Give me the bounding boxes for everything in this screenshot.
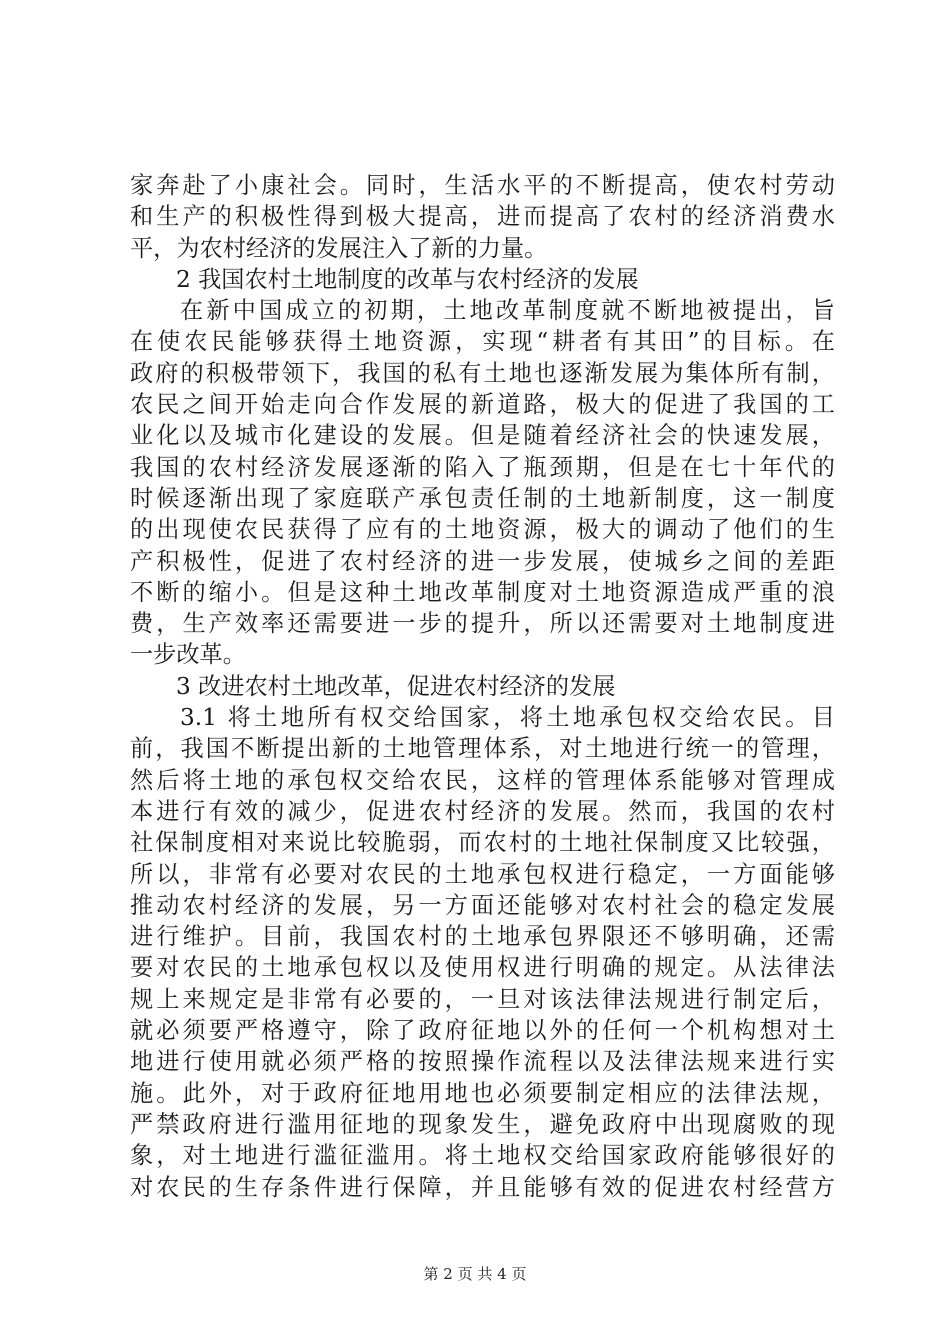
paragraph-line: 平，为农村经济的发展注入了新的力量。: [130, 234, 548, 262]
paragraph-line: 前，我国不断提出新的土地管理体系，对土地进行统一的管理，: [130, 735, 835, 763]
paragraph-line: 产积极性，促进了农村经济的进一步发展，使城乡之间的差距: [130, 547, 835, 575]
paragraph-line: 就必须要严格遵守，除了政府征地以外的任何一个机构想对土: [130, 1017, 835, 1045]
paragraph-line: 3.1 将土地所有权交给国家，将土地承包权交给农民。目: [180, 704, 835, 732]
paragraph-line: 施。此外，对于政府征地用地也必须要制定相应的法律法规，: [130, 1079, 835, 1107]
paragraph-line: 严禁政府进行滥用征地的现象发生，避免政府中出现腐败的现: [130, 1110, 835, 1138]
paragraph-line: 的出现使农民获得了应有的土地资源，极大的调动了他们的生: [130, 516, 835, 544]
paragraph-line: 进行维护。目前，我国农村的土地承包界限还不够明确，还需: [130, 923, 835, 951]
paragraph-line: 费，生产效率还需要进一步的提升，所以还需要对土地制度进: [130, 610, 835, 638]
paragraph-line: 规上来规定是非常有必要的，一旦对该法律法规进行制定后，: [130, 985, 835, 1013]
paragraph-line: 一步改革。: [130, 641, 246, 669]
page-footer: 第 2 页 共 4 页: [423, 1265, 527, 1283]
paragraph-line: 业化以及城市化建设的发展。但是随着经济社会的快速发展，: [130, 422, 835, 450]
section-heading: 3 改进农村土地改革，促进农村经济的发展: [176, 672, 616, 700]
paragraph-line: 在新中国成立的初期，土地改革制度就不断地被提出，旨: [180, 297, 835, 325]
paragraph-line: 政府的积极带领下，我国的私有土地也逐渐发展为集体所有制，: [130, 359, 835, 387]
paragraph-line: 要对农民的土地承包权以及使用权进行明确的规定。从法律法: [130, 954, 835, 982]
paragraph-line: 所以，非常有必要对农民的土地承包权进行稳定，一方面能够: [130, 860, 835, 888]
paragraph-line: 推动农村经济的发展，另一方面还能够对农村社会的稳定发展: [130, 891, 835, 919]
paragraph-line: 和生产的积极性得到极大提高，进而提高了农村的经济消费水: [130, 203, 835, 231]
paragraph-line: 不断的缩小。但是这种土地改革制度对土地资源造成严重的浪: [130, 578, 835, 606]
paragraph-line: 地进行使用就必须严格的按照操作流程以及法律法规来进行实: [130, 1048, 835, 1076]
paragraph-line: 家奔赴了小康社会。同时，生活水平的不断提高，使农村劳动: [130, 172, 835, 199]
body-text: [130, 170, 835, 1203]
section-heading: 2 我国农村土地制度的改革与农村经济的发展: [176, 265, 639, 293]
paragraph-line: 象，对土地进行滥征滥用。将土地权交给国家政府能够很好的: [130, 1142, 835, 1170]
paragraph-line: 我国的农村经济发展逐渐的陷入了瓶颈期，但是在七十年代的: [130, 453, 835, 481]
paragraph-line: 本进行有效的减少，促进农村经济的发展。然而，我国的农村: [130, 797, 835, 825]
paragraph-line: 对农民的生存条件进行保障，并且能够有效的促进农村经营方: [130, 1173, 835, 1201]
paragraph-line: 然后将土地的承包权交给农民，这样的管理体系能够对管理成: [130, 766, 835, 794]
paragraph-line: 农民之间开始走向合作发展的新道路，极大的促进了我国的工: [130, 391, 835, 419]
paragraph-line: 时候逐渐出现了家庭联产承包责任制的土地新制度，这一制度: [130, 484, 835, 512]
paragraph-line: 社保制度相对来说比较脆弱，而农村的土地社保制度又比较强，: [130, 829, 835, 857]
paragraph-line: 在使农民能够获得土地资源，实现“耕者有其田”的目标。在: [130, 328, 835, 356]
